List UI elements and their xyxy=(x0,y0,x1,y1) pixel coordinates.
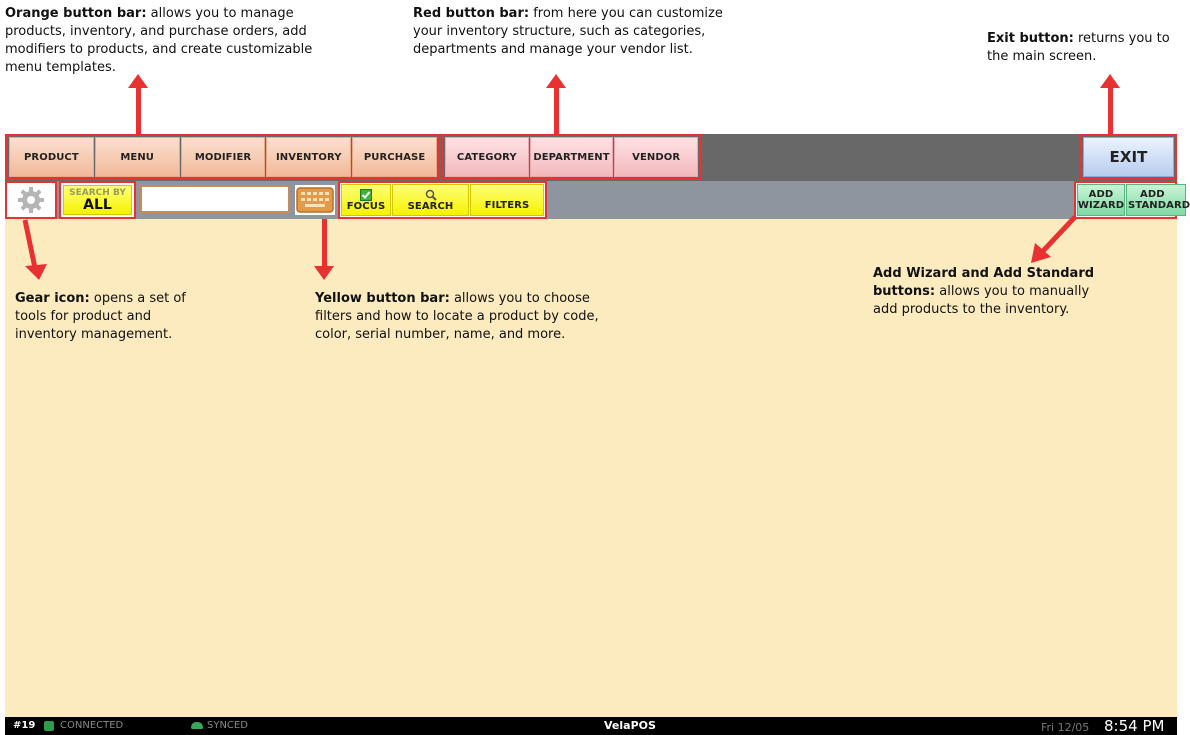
keyboard-icon xyxy=(296,186,334,214)
modifier-button[interactable]: MODIFIER xyxy=(181,137,266,177)
add-standard-label-1: ADD xyxy=(1140,189,1165,200)
add-wizard-label-1: ADD xyxy=(1088,189,1114,200)
search-label: SEARCH xyxy=(407,200,454,212)
red-bar-note: Red button bar: from here you can customize your inventory structure, such as categories, departments and manage your vendor list. xyxy=(413,6,723,57)
department-button[interactable]: DEPARTMENT xyxy=(530,137,614,177)
exit-button[interactable]: EXIT xyxy=(1083,137,1174,177)
status-bar xyxy=(5,717,1177,735)
search-by-value: ALL xyxy=(83,197,112,213)
gear-arrow xyxy=(15,218,55,288)
red-arrow-shaft xyxy=(554,86,559,134)
red-arrow-head xyxy=(546,74,566,88)
status-time: 8:54 PM xyxy=(1104,717,1165,735)
gear-note: Gear icon: opens a set of tools for product and inventory management. xyxy=(15,291,186,342)
add-button-group xyxy=(1074,181,1190,219)
connected-status: CONNECTED xyxy=(60,720,124,731)
brand-logo xyxy=(604,719,656,732)
add-wizard-button[interactable] xyxy=(1077,184,1125,216)
yellow-arrow-head xyxy=(314,266,334,280)
search-by-group xyxy=(59,181,136,219)
orange-arrow-shaft xyxy=(136,86,141,134)
add-buttons-note: Add Wizard and Add Standard buttons: allows you to manually add products to the inventory. xyxy=(873,266,1095,317)
vendor-button[interactable]: VENDOR xyxy=(614,137,698,177)
exit-note: Exit button: returns you to the main screen. xyxy=(987,31,1170,64)
orange-button-bar xyxy=(5,134,440,180)
exit-group xyxy=(1080,134,1177,180)
inventory-button[interactable]: INVENTORY xyxy=(266,137,351,177)
focus-label: FOCUS xyxy=(346,200,386,212)
checkbox-icon xyxy=(360,189,372,201)
filters-button[interactable]: FILTERS xyxy=(470,184,544,216)
focus-button[interactable] xyxy=(341,184,391,216)
exit-arrow-head xyxy=(1100,74,1120,88)
red-button-bar xyxy=(442,134,701,180)
purchase-button[interactable]: PURCHASE xyxy=(352,137,437,177)
orange-bar-note: Orange button bar: allows you to manage products, inventory, and purchase orders, add modifiers to products, and create customizable menu templates. xyxy=(5,6,313,75)
brand-name-b: POS xyxy=(630,719,656,732)
connected-icon xyxy=(44,721,54,731)
product-button[interactable]: PRODUCT xyxy=(9,137,94,177)
yellow-button-bar xyxy=(338,181,547,219)
search-by-button[interactable] xyxy=(63,185,132,215)
gear-icon xyxy=(16,185,46,215)
category-button[interactable]: CATEGORY xyxy=(445,137,529,177)
yellow-arrow-shaft xyxy=(322,219,327,267)
synced-status: SYNCED xyxy=(207,720,248,731)
search-button[interactable] xyxy=(392,184,469,216)
keyboard-button[interactable] xyxy=(295,185,335,215)
magnifier-icon xyxy=(425,189,437,201)
station-number: #19 xyxy=(13,720,36,731)
search-by-label: SEARCH BY xyxy=(69,188,126,198)
add-standard-button[interactable] xyxy=(1126,184,1190,216)
brand-name-a: Vela xyxy=(604,719,631,732)
add-wizard-label-2: WIZARD xyxy=(1077,200,1125,211)
orange-arrow-head xyxy=(128,74,148,88)
cloud-icon xyxy=(191,722,203,729)
gear-button[interactable] xyxy=(5,181,57,219)
status-date: Fri 12/05 xyxy=(1041,721,1090,734)
add-standard-label-2: STANDARD xyxy=(1128,200,1190,211)
menu-button[interactable]: MENU xyxy=(95,137,180,177)
search-input[interactable] xyxy=(140,185,290,213)
add-arrow xyxy=(1025,215,1085,265)
exit-arrow-shaft xyxy=(1108,86,1113,134)
yellow-bar-note: Yellow button bar: allows you to choose filters and how to locate a product by code, color, serial number, name, and more. xyxy=(315,291,599,342)
